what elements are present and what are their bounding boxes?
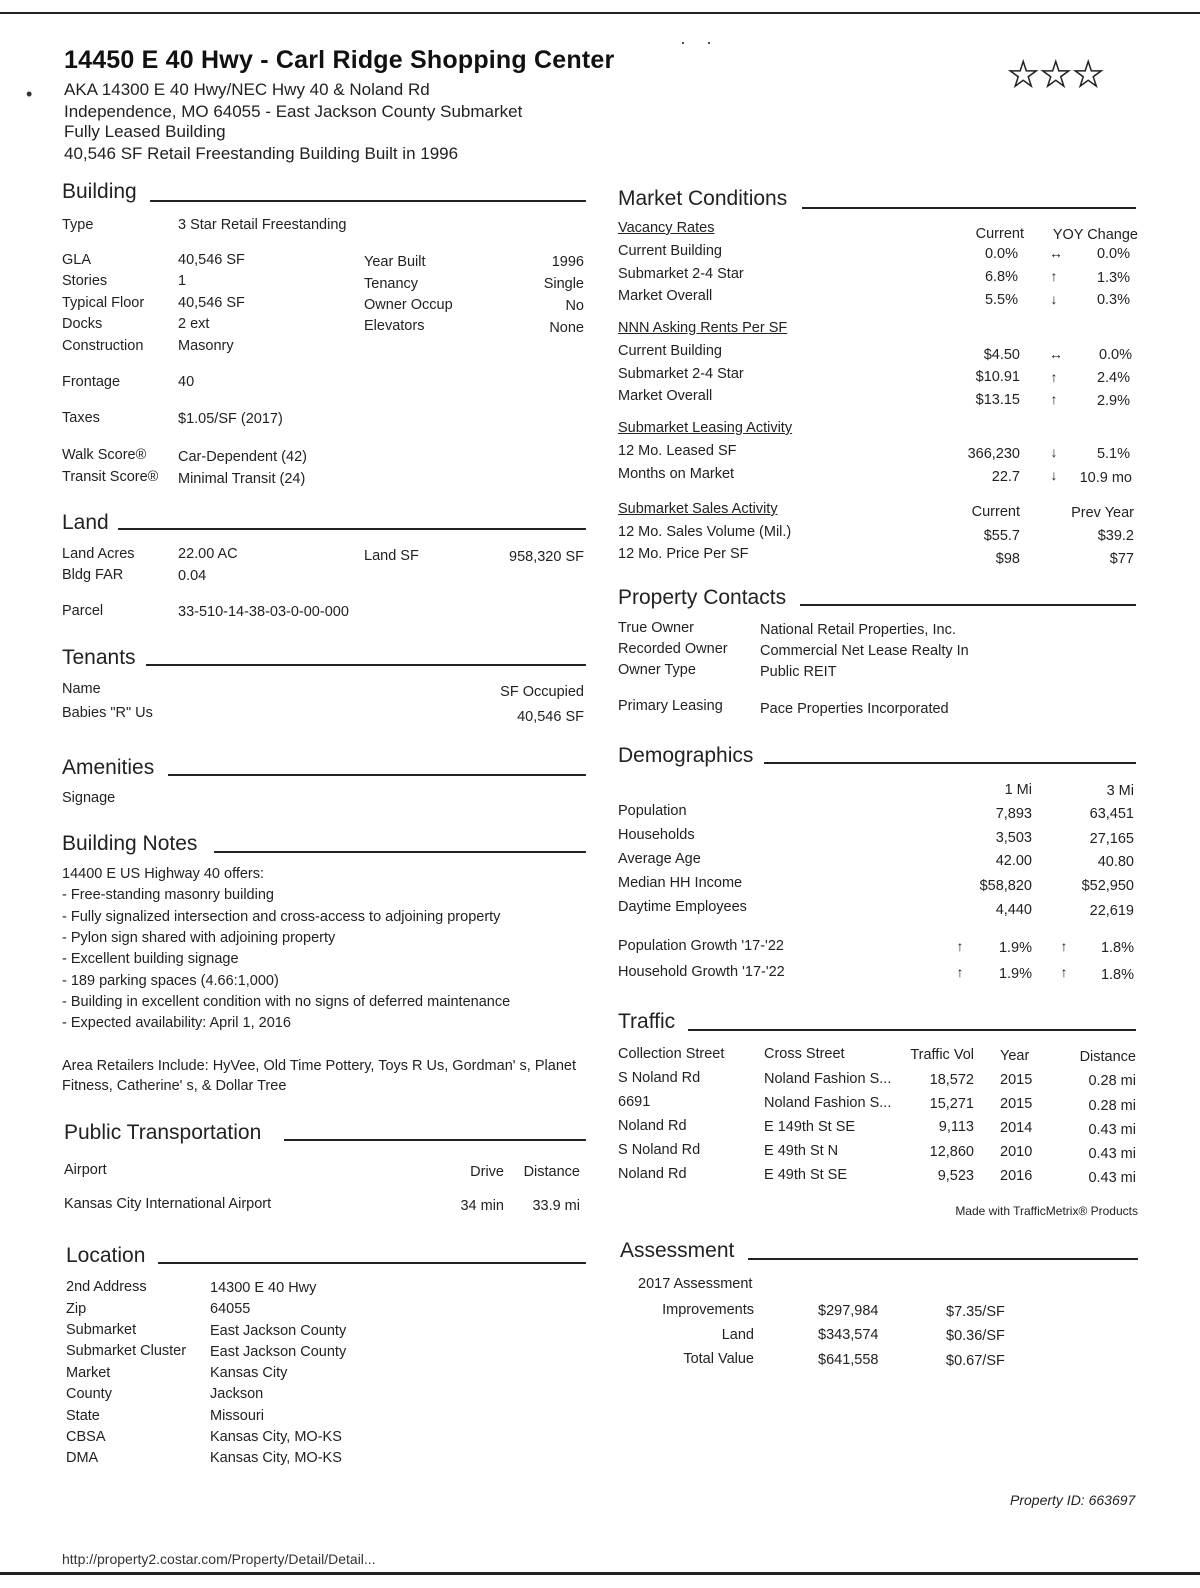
vacancy-change: 1.3%	[1096, 270, 1130, 286]
notes-line: 14400 E US Highway 40 offers:	[62, 866, 265, 882]
traffic-header: Distance	[1079, 1049, 1136, 1065]
bldg-far-label: Bldg FAR	[62, 567, 124, 583]
traffic-cell: S Noland Rd	[618, 1070, 701, 1086]
summary-line: 40,546 SF Retail Freestanding Building Built in 1996	[64, 144, 459, 163]
location-value: Missouri	[210, 1408, 264, 1424]
bottom-rule	[0, 1572, 1200, 1575]
traffic-cell: Noland Fashion S...	[764, 1071, 892, 1087]
section-divider	[214, 851, 586, 853]
notes-line: - Pylon sign shared with adjoining property	[62, 930, 336, 946]
rent-current: $4.50	[983, 347, 1020, 363]
elevators-value: None	[549, 320, 584, 336]
location-label: DMA	[66, 1450, 99, 1466]
land-acres-label: Land Acres	[62, 546, 135, 562]
growth-label: Population Growth '17-'22	[618, 938, 784, 954]
section-divider	[802, 207, 1136, 209]
up-arrow-icon: ↑	[1060, 938, 1068, 954]
sales-current: $98	[995, 551, 1020, 567]
vacancy-current: 0.0%	[984, 246, 1018, 262]
assessment-per-sf: $0.36/SF	[946, 1328, 1005, 1344]
demographics-label: Population	[618, 803, 687, 819]
sales-label: 12 Mo. Price Per SF	[618, 546, 749, 562]
public-transportation-section-title: Public Transportation	[64, 1121, 262, 1144]
demographics-1mi: 42.00	[995, 853, 1032, 869]
notes-line: - Excellent building signage	[62, 951, 239, 967]
down-arrow-icon: ↓	[1050, 291, 1058, 307]
section-divider	[800, 604, 1136, 606]
section-divider	[146, 664, 586, 666]
primary-leasing-value: Pace Properties Incorporated	[760, 701, 949, 717]
rent-label: Market Overall	[618, 388, 713, 404]
demographics-label: Median HH Income	[618, 875, 743, 891]
traffic-header: Traffic Vol	[910, 1047, 974, 1063]
building-notes-section-title: Building Notes	[62, 832, 198, 855]
docks-value: 2 ext	[178, 316, 210, 332]
traffic-cell: 15,271	[929, 1096, 974, 1112]
taxes-value: $1.05/SF (2017)	[178, 411, 283, 427]
elevators-label: Elevators	[364, 318, 425, 334]
demographics-label: Daytime Employees	[618, 899, 747, 915]
walk-score-value: Car-Dependent (42)	[178, 449, 307, 465]
rent-change: 2.4%	[1096, 370, 1130, 386]
walk-score-label: Walk Score®	[62, 447, 147, 463]
drive-header: Drive	[470, 1164, 504, 1180]
notes-line: - Free-standing masonry building	[62, 887, 274, 903]
down-arrow-icon: ↓	[1050, 467, 1058, 483]
growth-3mi: 1.8%	[1100, 940, 1134, 956]
traffic-header: Year	[1000, 1048, 1030, 1064]
sales-activity-header: Submarket Sales Activity	[618, 501, 778, 517]
location-label: State	[66, 1408, 100, 1424]
location-value: Kansas City	[210, 1365, 288, 1381]
vacancy-label: Submarket 2-4 Star	[618, 266, 744, 282]
traffic-section-title: Traffic	[618, 1010, 676, 1033]
traffic-cell: E 49th St N	[764, 1143, 839, 1159]
location-value: Kansas City, MO-KS	[210, 1429, 342, 1445]
section-divider	[748, 1258, 1138, 1260]
current-header: Current	[975, 226, 1024, 242]
flat-arrow-icon: ↔	[1049, 245, 1063, 261]
vacancy-rates-header: Vacancy Rates	[618, 220, 715, 236]
rent-change: 2.9%	[1096, 393, 1130, 409]
assessment-year-label: 2017 Assessment	[638, 1276, 753, 1292]
location-value: 64055	[210, 1301, 251, 1317]
demographics-label: Households	[618, 827, 695, 843]
up-arrow-icon: ↑	[956, 938, 964, 954]
bldg-far-value: 0.04	[178, 568, 207, 584]
parcel-label: Parcel	[62, 603, 104, 619]
tenants-section-title: Tenants	[62, 646, 136, 669]
sales-label: 12 Mo. Sales Volume (Mil.)	[618, 524, 792, 540]
land-sf-value: 958,320 SF	[509, 549, 584, 565]
location-value: East Jackson County	[210, 1344, 347, 1360]
contact-label: Owner Type	[618, 662, 696, 678]
location-section-title: Location	[66, 1244, 146, 1267]
building-section-title: Building	[62, 180, 137, 203]
leasing-activity-header: Submarket Leasing Activity	[618, 420, 793, 436]
rent-label: Current Building	[618, 343, 722, 359]
stories-value: 1	[178, 273, 187, 289]
airport-drive: 34 min	[460, 1198, 504, 1214]
location-value: East Jackson County	[210, 1323, 347, 1339]
docks-label: Docks	[62, 316, 103, 332]
land-sf-label: Land SF	[364, 548, 419, 564]
sales-prev: $39.2	[1097, 528, 1134, 544]
demographics-1mi: 4,440	[995, 902, 1032, 918]
vacancy-change: 0.0%	[1096, 246, 1130, 262]
tenancy-value: Single	[543, 276, 584, 292]
location-value: Kansas City, MO-KS	[210, 1450, 342, 1466]
location-value: Jackson	[210, 1386, 264, 1402]
contact-label: Recorded Owner	[618, 641, 728, 657]
section-divider	[118, 528, 586, 530]
traffic-cell: 0.43 mi	[1088, 1146, 1136, 1162]
area-retailers-line: Fitness, Catherine' s, & Dollar Tree	[62, 1078, 287, 1094]
amenity-item: Signage	[62, 790, 116, 806]
traffic-cell: E 149th St SE	[764, 1119, 856, 1135]
status-line: Fully Leased Building	[64, 122, 226, 141]
top-rule	[0, 12, 1200, 14]
amenities-section-title: Amenities	[62, 756, 155, 779]
gla-label: GLA	[62, 252, 92, 268]
section-divider	[764, 762, 1136, 764]
traffic-cell: E 49th St SE	[764, 1167, 848, 1183]
scan-mark: ·	[706, 32, 712, 52]
transit-score-label: Transit Score®	[62, 469, 159, 485]
growth-1mi: 1.9%	[998, 940, 1032, 956]
scan-mark: •	[26, 84, 33, 104]
flat-arrow-icon: ↔	[1049, 346, 1063, 362]
traffic-cell: 18,572	[929, 1072, 974, 1088]
property-contacts-section-title: Property Contacts	[618, 586, 787, 609]
assessment-section-title: Assessment	[620, 1239, 735, 1262]
demographics-1mi: 7,893	[995, 806, 1032, 822]
contact-value: Public REIT	[760, 664, 837, 680]
frontage-value: 40	[178, 374, 195, 390]
location-label: CBSA	[66, 1429, 106, 1445]
stories-label: Stories	[62, 273, 108, 289]
vacancy-label: Market Overall	[618, 288, 713, 304]
notes-line: - 189 parking spaces (4.66:1,000)	[62, 973, 279, 989]
demographics-1mi: 3,503	[995, 830, 1032, 846]
vacancy-label: Current Building	[618, 243, 722, 259]
address-line: Independence, MO 64055 - East Jackson County Submarket	[64, 102, 523, 121]
year-built-label: Year Built	[364, 254, 426, 270]
contact-value: National Retail Properties, Inc.	[760, 622, 956, 638]
assessment-per-sf: $0.67/SF	[946, 1353, 1005, 1369]
star-icon: ★	[1072, 56, 1104, 94]
traffic-cell: 2014	[1000, 1120, 1033, 1136]
leasing-change: 10.9 mo	[1079, 470, 1132, 486]
leasing-current: 366,230	[967, 446, 1020, 462]
asking-rents-header: NNN Asking Rents Per SF	[618, 320, 788, 336]
traffic-cell: Noland Rd	[618, 1118, 687, 1134]
up-arrow-icon: ↑	[1050, 369, 1058, 385]
demographics-label: Average Age	[618, 851, 701, 867]
page-title: 14450 E 40 Hwy - Carl Ridge Shopping Center	[64, 46, 615, 74]
sales-prev-header: Prev Year	[1071, 505, 1134, 521]
notes-line: - Fully signalized intersection and cross-access to adjoining property	[62, 909, 501, 925]
owner-occup-value: No	[565, 298, 584, 314]
page-url: http://property2.costar.com/Property/Detail/Detail...	[62, 1551, 376, 1567]
leasing-label: Months on Market	[618, 466, 735, 482]
traffic-cell: 2015	[1000, 1096, 1033, 1112]
demographics-3mi: $52,950	[1081, 878, 1134, 894]
traffic-header: Cross Street	[764, 1046, 845, 1062]
location-label: Submarket Cluster	[66, 1343, 187, 1359]
location-label: Submarket	[66, 1322, 137, 1338]
vacancy-current: 5.5%	[984, 292, 1018, 308]
traffic-cell: S Noland Rd	[618, 1142, 701, 1158]
growth-label: Household Growth '17-'22	[618, 964, 785, 980]
leasing-change: 5.1%	[1096, 446, 1130, 462]
parcel-value: 33-510-14-38-03-0-00-000	[178, 604, 349, 620]
taxes-label: Taxes	[62, 410, 100, 426]
notes-line: - Building in excellent condition with no signs of deferred maintenance	[62, 994, 511, 1010]
assessment-label: Total Value	[683, 1351, 754, 1367]
traffic-cell: 0.28 mi	[1088, 1098, 1136, 1114]
traffic-header: Collection Street	[618, 1046, 725, 1062]
demographics-3mi: 40.80	[1097, 854, 1134, 870]
property-id: Property ID: 663697	[1010, 1492, 1136, 1508]
assessment-label: Land	[721, 1327, 754, 1343]
traffic-cell: 6691	[618, 1094, 651, 1110]
assessment-label: Improvements	[662, 1302, 754, 1318]
sales-current: $55.7	[983, 528, 1020, 544]
traffic-cell: 9,523	[937, 1168, 974, 1184]
demographics-1mi: $58,820	[979, 878, 1032, 894]
type-value: 3 Star Retail Freestanding	[178, 217, 347, 233]
star-rating	[1008, 58, 1103, 92]
tenant-sf-header: SF Occupied	[500, 684, 584, 700]
scan-mark: ·	[680, 32, 686, 52]
location-label: 2nd Address	[66, 1279, 147, 1295]
traffic-cell: 2015	[1000, 1072, 1033, 1088]
location-value: 14300 E 40 Hwy	[210, 1280, 317, 1296]
rent-change: 0.0%	[1098, 347, 1132, 363]
section-divider	[158, 1262, 586, 1264]
distance-header: Distance	[523, 1164, 580, 1180]
tenant-name: Babies "R" Us	[62, 705, 153, 721]
section-divider	[168, 774, 586, 776]
rent-label: Submarket 2-4 Star	[618, 366, 744, 382]
section-divider	[688, 1029, 1136, 1031]
assessment-value: $297,984	[818, 1303, 879, 1319]
traffic-credit: Made with TrafficMetrix® Products	[955, 1204, 1138, 1218]
demographics-3mi: 63,451	[1089, 806, 1134, 822]
year-built-value: 1996	[551, 254, 584, 270]
traffic-cell: 12,860	[929, 1144, 974, 1160]
section-divider	[284, 1139, 586, 1141]
traffic-cell: 0.28 mi	[1088, 1073, 1136, 1089]
frontage-label: Frontage	[62, 374, 121, 390]
tenant-name-header: Name	[62, 681, 101, 697]
contact-value: Commercial Net Lease Realty In	[760, 643, 969, 659]
traffic-cell: 2010	[1000, 1144, 1033, 1160]
vacancy-current: 6.8%	[984, 269, 1018, 285]
down-arrow-icon: ↓	[1050, 444, 1058, 460]
owner-occup-label: Owner Occup	[364, 297, 453, 313]
demographics-section-title: Demographics	[618, 744, 754, 767]
growth-1mi: 1.9%	[998, 966, 1032, 982]
traffic-cell: 0.43 mi	[1088, 1170, 1136, 1186]
traffic-cell: 0.43 mi	[1088, 1122, 1136, 1138]
gla-value: 40,546 SF	[178, 252, 245, 268]
location-label: Market	[66, 1365, 111, 1381]
leasing-current: 22.7	[991, 469, 1020, 485]
location-label: County	[66, 1386, 112, 1402]
land-acres-value: 22.00 AC	[178, 546, 238, 562]
contact-label: True Owner	[618, 620, 695, 636]
section-divider	[150, 200, 586, 202]
up-arrow-icon: ↑	[1050, 268, 1058, 284]
demographics-1mi-header: 1 Mi	[1004, 782, 1032, 798]
assessment-per-sf: $7.35/SF	[946, 1304, 1005, 1320]
airport-distance: 33.9 mi	[532, 1198, 580, 1214]
sales-current-header: Current	[971, 504, 1020, 520]
assessment-value: $641,558	[818, 1352, 879, 1368]
area-retailers-line: Area Retailers Include: HyVee, Old Time Pottery, Toys R Us, Gordman' s, Planet	[62, 1058, 576, 1074]
location-label: Zip	[66, 1301, 87, 1317]
type-label: Type	[62, 217, 94, 233]
traffic-cell: Noland Rd	[618, 1166, 687, 1182]
assessment-value: $343,574	[818, 1327, 879, 1343]
star-icon: ★	[1040, 56, 1071, 94]
construction-label: Construction	[62, 338, 144, 354]
airport-name: Kansas City International Airport	[64, 1196, 272, 1212]
up-arrow-icon: ↑	[956, 964, 964, 980]
yoy-change-header: YOY Change	[1052, 227, 1138, 243]
traffic-cell: 2016	[1000, 1168, 1033, 1184]
demographics-3mi: 27,165	[1089, 831, 1134, 847]
aka-line: AKA 14300 E 40 Hwy/NEC Hwy 40 & Noland Rd	[64, 80, 430, 99]
typical-floor-value: 40,546 SF	[178, 295, 245, 311]
leasing-label: 12 Mo. Leased SF	[618, 443, 737, 459]
traffic-cell: 9,113	[938, 1119, 974, 1135]
up-arrow-icon: ↑	[1050, 391, 1058, 407]
growth-3mi: 1.8%	[1100, 967, 1134, 983]
tenancy-label: Tenancy	[364, 276, 419, 292]
rent-current: $10.91	[975, 369, 1020, 385]
primary-leasing-label: Primary Leasing	[618, 698, 723, 714]
notes-line: - Expected availability: April 1, 2016	[62, 1015, 291, 1031]
vacancy-change: 0.3%	[1096, 292, 1130, 308]
rent-current: $13.15	[975, 392, 1020, 408]
construction-value: Masonry	[178, 338, 234, 354]
sales-prev: $77	[1109, 551, 1134, 567]
market-conditions-section-title: Market Conditions	[618, 187, 788, 210]
land-section-title: Land	[62, 511, 109, 534]
demographics-3mi-header: 3 Mi	[1106, 783, 1134, 799]
demographics-3mi: 22,619	[1089, 903, 1134, 919]
typical-floor-label: Typical Floor	[62, 295, 145, 311]
airport-header: Airport	[64, 1162, 107, 1178]
up-arrow-icon: ↑	[1060, 964, 1068, 980]
tenant-sf: 40,546 SF	[517, 709, 584, 725]
transit-score-value: Minimal Transit (24)	[178, 471, 306, 487]
traffic-cell: Noland Fashion S...	[764, 1095, 892, 1111]
star-icon: ★	[1008, 56, 1039, 94]
